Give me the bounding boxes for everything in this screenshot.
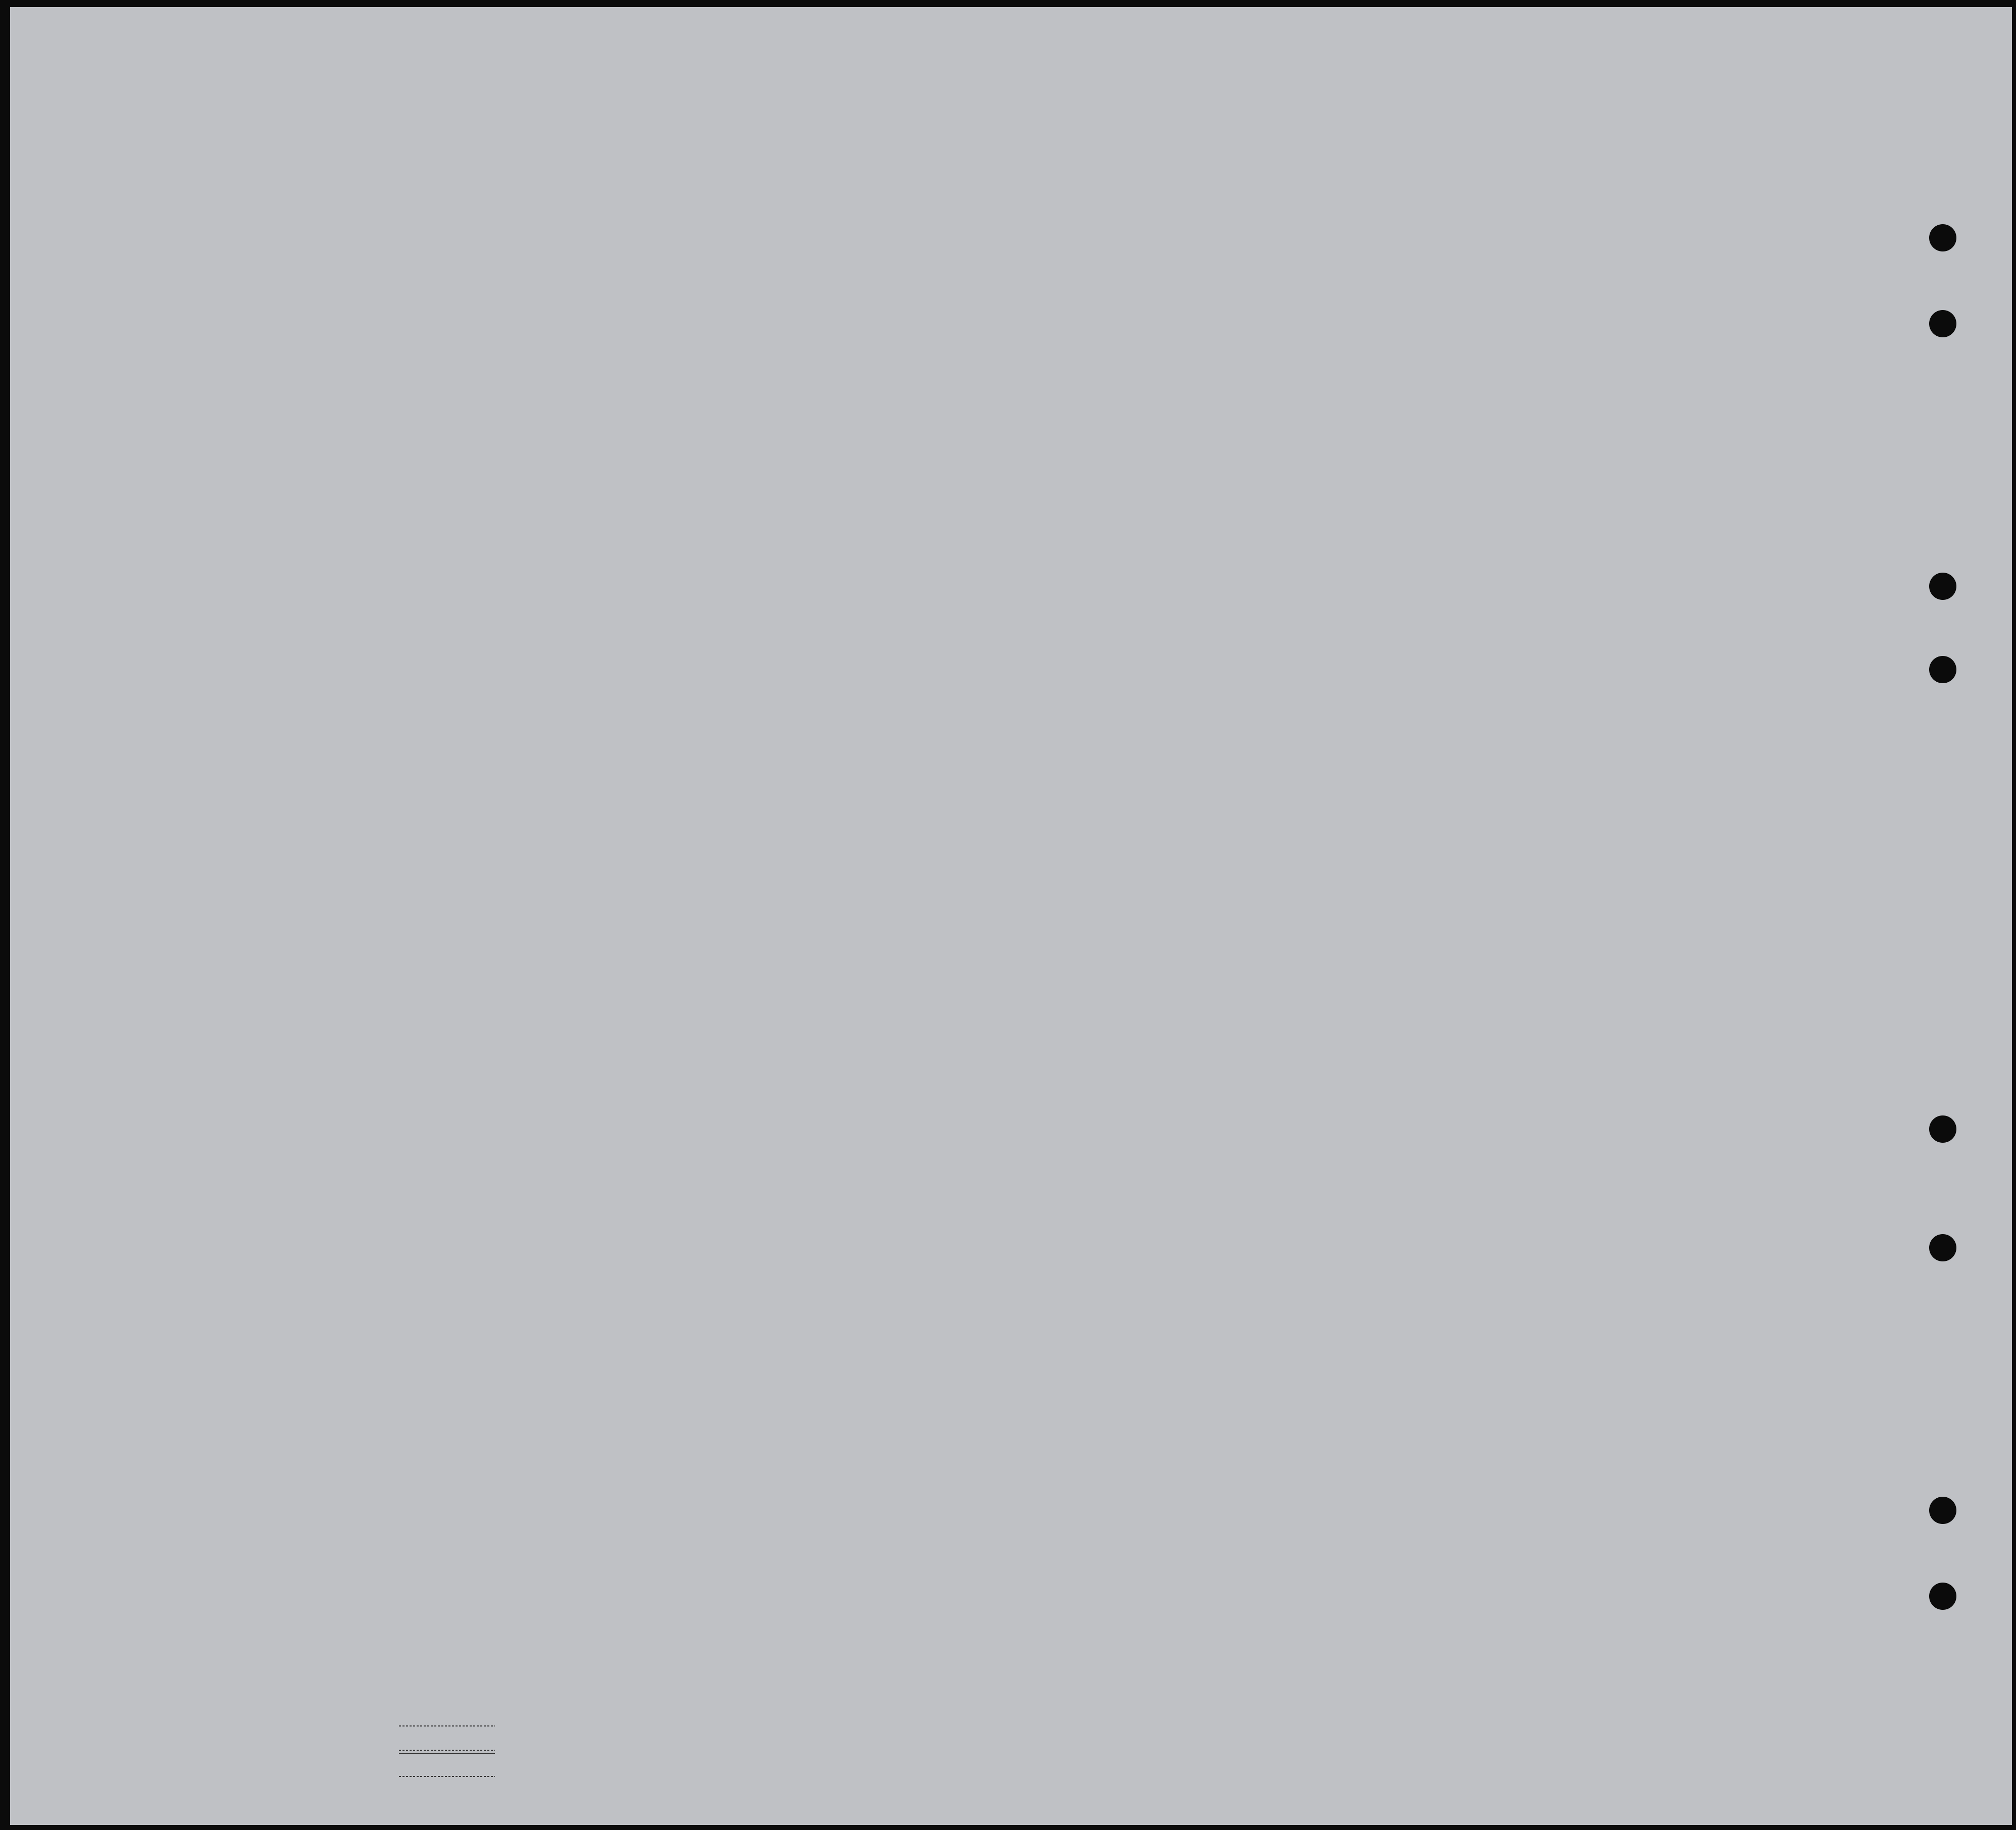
binder-hole <box>1929 1583 1956 1610</box>
binder-hole <box>1929 573 1956 600</box>
binder-hole <box>1929 1497 1956 1524</box>
manifest-sheet <box>10 7 2012 1825</box>
binder-hole <box>1929 656 1956 683</box>
binder-hole <box>1929 1234 1956 1261</box>
binder-hole <box>1929 310 1956 337</box>
table-grid <box>10 7 2012 1825</box>
totals-blanks <box>399 1714 500 1780</box>
binder-hole <box>1929 224 1956 251</box>
binder-hole <box>1929 1115 1956 1143</box>
